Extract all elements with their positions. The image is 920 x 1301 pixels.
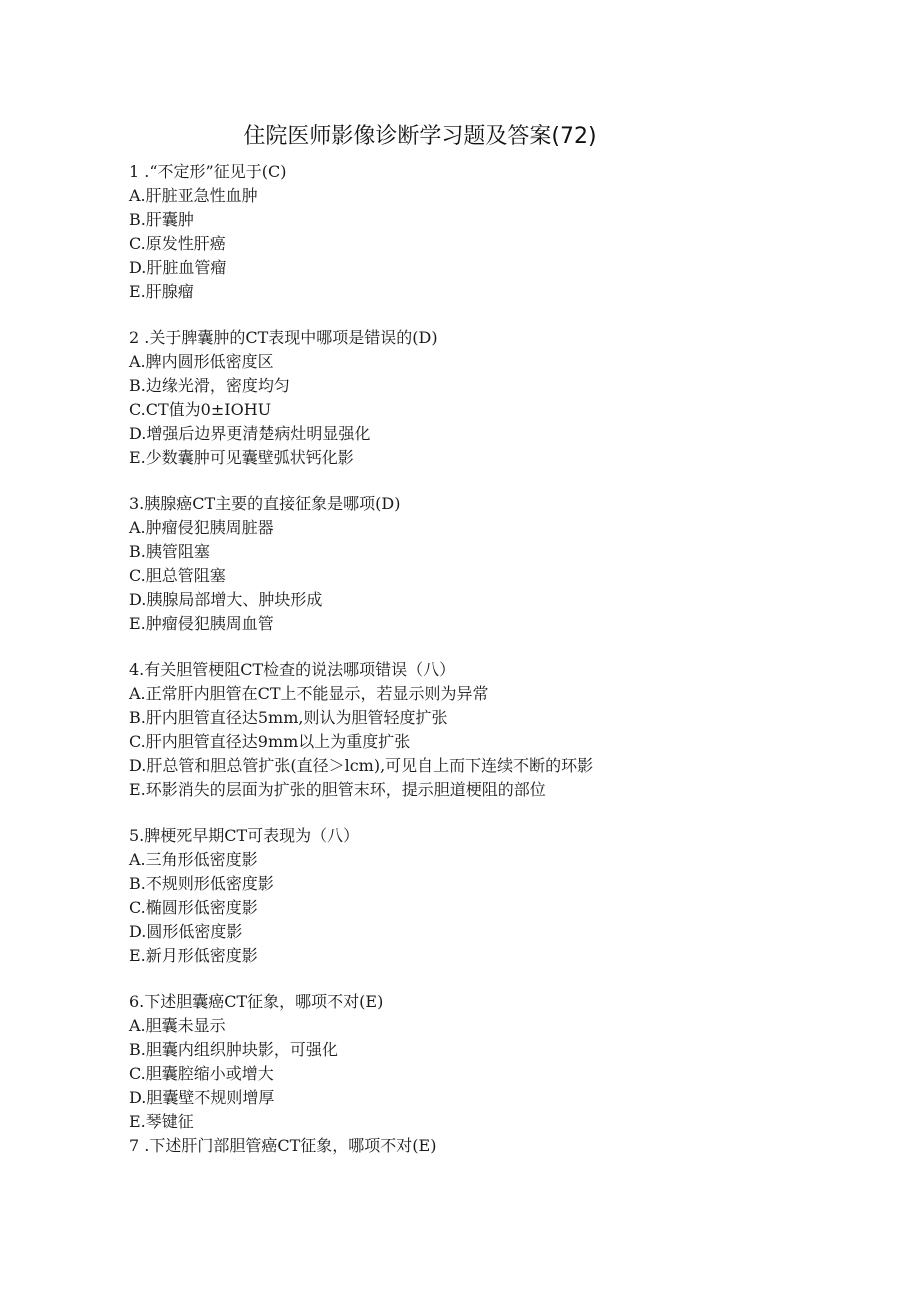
option-d: D.胰腺局部增大、肿块形成: [129, 590, 323, 609]
question-1: [129, 160, 889, 304]
option-d: D.圆形低密度影: [129, 922, 243, 941]
option-d: D.肝总管和胆总管扩张(直径＞lcm),可见自上而下连续不断的环影: [129, 756, 594, 775]
option-a: A.胆囊未显示: [129, 1016, 226, 1035]
option-c: C.胆总管阻塞: [129, 566, 226, 585]
option-d: D.增强后边界更清楚病灶明显强化: [129, 424, 371, 443]
question-2: [129, 326, 889, 470]
question-stem: 6.下述胆囊癌CT征象，哪项不对(E): [129, 992, 384, 1011]
option-d: D.胆囊壁不规则增厚: [129, 1088, 275, 1107]
option-e: E.新月形低密度影: [129, 946, 258, 965]
option-b: B.胰管阻塞: [129, 542, 210, 561]
question-stem: 2 .关于脾囊肿的CT表现中哪项是错误的(D): [129, 328, 438, 347]
document-title: 住院医师影像诊断学习题及答案(72): [243, 124, 597, 149]
option-e: E.肝腺瘤: [129, 282, 194, 301]
option-b: B.肝囊肿: [129, 210, 194, 229]
option-a: A.脾内圆形低密度区: [129, 352, 274, 371]
option-a: A.肿瘤侵犯胰周脏器: [129, 518, 274, 537]
question-stem: 3.胰腺癌CT主要的直接征象是哪项(D): [129, 494, 401, 513]
question-4: [129, 658, 889, 802]
option-e: E.少数囊肿可见囊壁弧状钙化影: [129, 448, 354, 467]
option-b: B.不规则形低密度影: [129, 874, 274, 893]
option-e: E.琴键征: [129, 1112, 194, 1131]
question-3: [129, 492, 889, 636]
question-stem: 5.脾梗死早期CT可表现为（八）: [129, 826, 360, 845]
option-c: C.胆囊腔缩小或增大: [129, 1064, 274, 1083]
question-list: [129, 160, 889, 1158]
question-stem: 1 .“不定形”征见于(C): [129, 162, 287, 181]
question-stem: 7 .下述肝门部胆管癌CT征象，哪项不对(E): [129, 1136, 437, 1155]
option-c: C.原发性肝癌: [129, 234, 226, 253]
option-a: A.三角形低密度影: [129, 850, 258, 869]
option-e: E.肿瘤侵犯胰周血管: [129, 614, 274, 633]
question-6: [129, 990, 889, 1134]
option-e: E.环影消失的层面为扩张的胆管末环，提示胆道梗阻的部位: [129, 780, 546, 799]
option-d: D.肝脏血管瘤: [129, 258, 227, 277]
question-7: [129, 1134, 889, 1158]
option-b: B.胆囊内组织肿块影，可强化: [129, 1040, 338, 1059]
option-b: B.肝内胆管直径达5mm,则认为胆管轻度扩张: [129, 708, 448, 727]
option-c: C.CT值为0±IOHU: [129, 400, 272, 419]
question-stem: 4.有关胆管梗阻CT检查的说法哪项错误（八）: [129, 660, 456, 679]
option-a: A.肝脏亚急性血肿: [129, 186, 258, 205]
option-c: C.肝内胆管直径达9mm以上为重度扩张: [129, 732, 411, 751]
option-a: A.正常肝内胆管在CT上不能显示，若显示则为异常: [129, 684, 489, 703]
question-5: [129, 824, 889, 968]
option-c: C.椭圆形低密度影: [129, 898, 258, 917]
option-b: B.边缘光滑，密度均匀: [129, 376, 290, 395]
